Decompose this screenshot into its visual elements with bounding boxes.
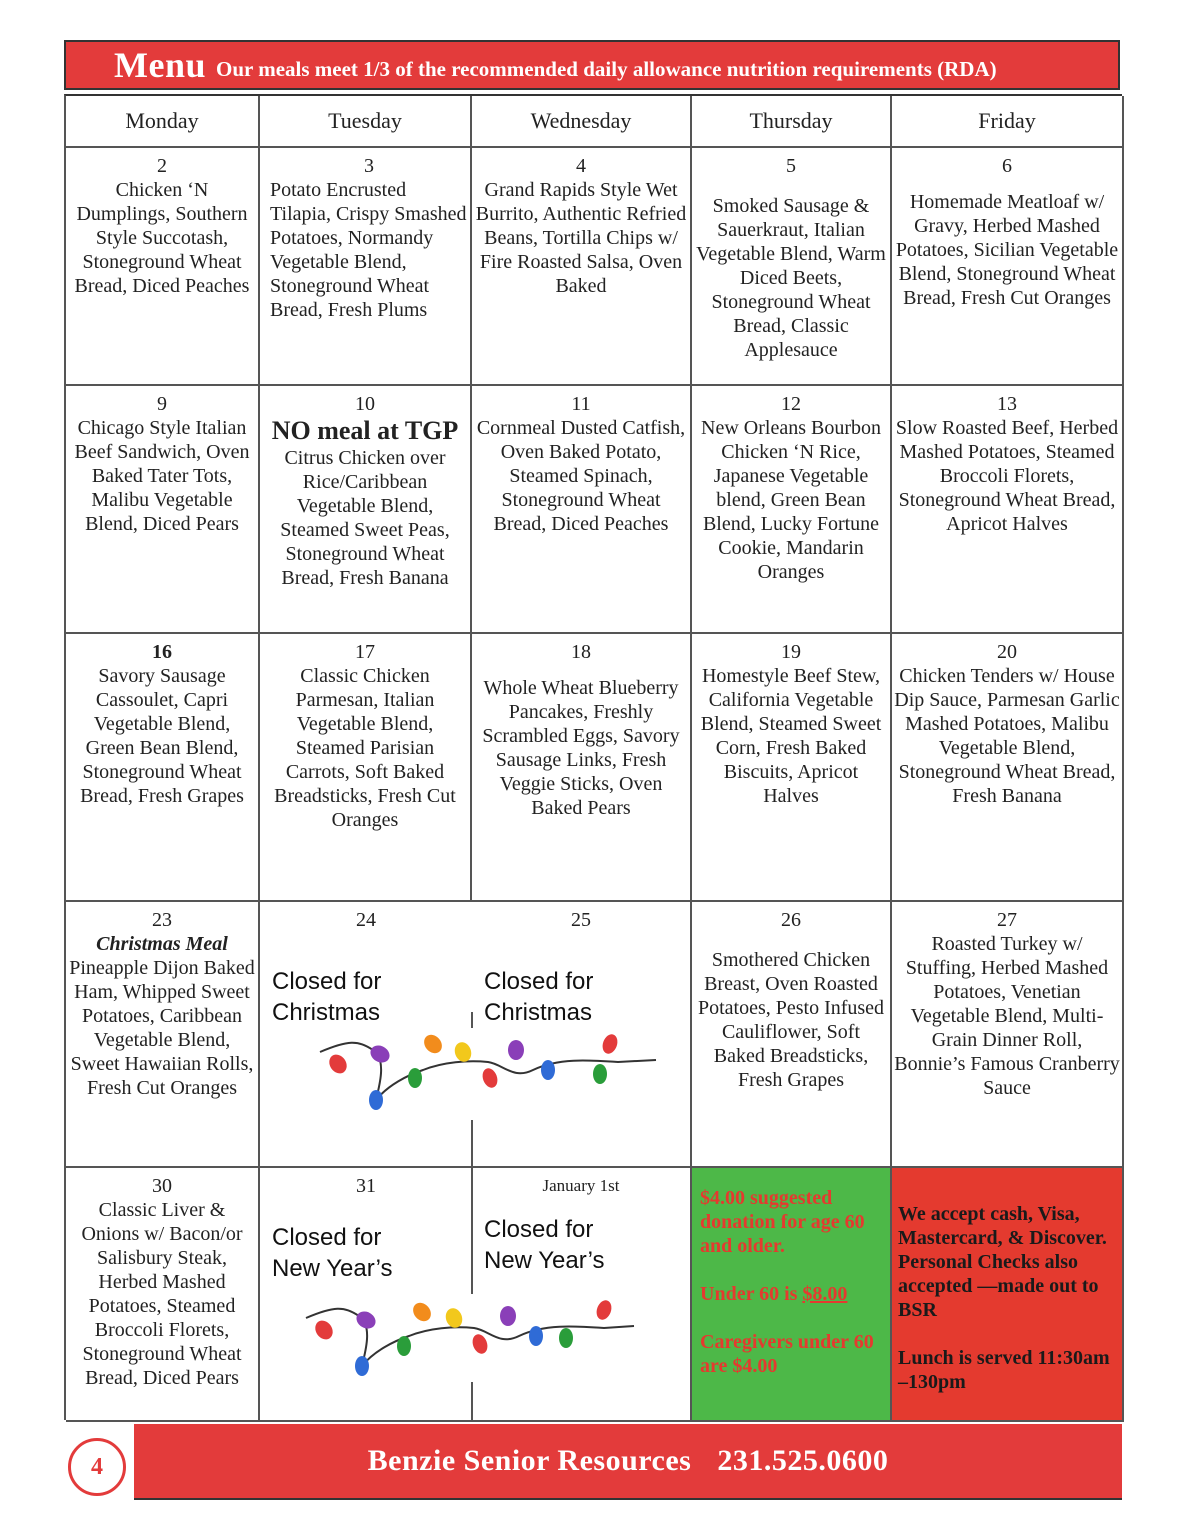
menu-cell-19	[692, 634, 892, 902]
date-number: 5	[786, 155, 796, 177]
menu-items: Grand Rapids Style Wet Burrito, Authentic Refried Beans, Tortilla Chips w/ Fire Roasted Salsa, Oven Baked	[475, 179, 687, 297]
date-number: 27	[997, 909, 1017, 931]
menu-items: Potato Encrusted Tilapia, Crispy Smashed Potatoes, Normandy Vegetable Blend, Stoneground Wheat Bread, Fresh Plums	[270, 179, 467, 321]
closed-notice	[484, 966, 593, 1028]
menu-cell-4	[472, 148, 692, 386]
day-header-wednesday: Wednesday	[472, 96, 692, 148]
closed-notice	[272, 1222, 393, 1284]
footer-banner	[134, 1424, 1122, 1500]
lunch-hours: Lunch is served 11:30am –130pm	[898, 1347, 1110, 1393]
menu-items: Roasted Turkey w/ Stuffing, Herbed Mashed Potatoes, Venetian Vegetable Blend, Multi-Grain Dinner Roll, Bonnie’s Famous Cranberry Sauce	[894, 933, 1120, 1099]
menu-header-banner	[64, 40, 1120, 90]
menu-cell-18	[472, 634, 692, 902]
menu-items: Chicago Style Italian Beef Sandwich, Oven Baked Tater Tots, Malibu Vegetable Blend, Diced Pears	[74, 417, 250, 535]
closed-line: Closed for	[484, 1216, 594, 1243]
menu-cell-5	[692, 148, 892, 386]
donation-line: $4.00 suggested donation for age 60 and older.	[700, 1187, 865, 1257]
menu-cell-10	[260, 386, 472, 634]
date-number: January 1st	[542, 1176, 620, 1195]
menu-items: Savory Sausage Cassoulet, Capri Vegetable Blend, Green Bean Blend, Stoneground Wheat Bread, Fresh Grapes	[80, 665, 244, 807]
divider-line	[471, 1382, 473, 1422]
menu-title: Menu	[114, 45, 206, 85]
closed-notice	[272, 966, 381, 1028]
menu-cell-13	[892, 386, 1124, 634]
menu-cell-23	[66, 902, 260, 1168]
date-number: 2	[157, 155, 167, 177]
under-60-line	[700, 1282, 882, 1306]
day-header-monday: Monday	[66, 96, 260, 148]
date-number: 19	[781, 641, 801, 663]
date-number: 25	[571, 909, 591, 931]
date-number: 11	[571, 393, 591, 415]
menu-calendar-grid	[64, 94, 1122, 1420]
date-number: 31	[356, 1175, 376, 1197]
under-60-amount: $8.00	[802, 1283, 848, 1305]
date-number: 17	[355, 641, 375, 663]
menu-items: New Orleans Bourbon Chicken ‘N Rice, Japanese Vegetable blend, Green Bean Blend, Lucky Fortune Cookie, Mandarin Oranges	[701, 417, 881, 583]
closed-reason: New Year’s	[484, 1247, 605, 1274]
menu-items: Cornmeal Dusted Catfish, Oven Baked Potato, Steamed Spinach, Stoneground Wheat Bread, Diced Peaches	[476, 417, 686, 535]
organization-name: Benzie Senior Resources	[367, 1444, 692, 1477]
closed-reason: New Year’s	[272, 1255, 393, 1282]
menu-cell-20	[892, 634, 1124, 902]
menu-items: Pineapple Dijon Baked Ham, Whipped Sweet Potatoes, Caribbean Vegetable Blend, Sweet Hawaiian Rolls, Fresh Cut Oranges	[69, 957, 255, 1099]
menu-cell-3	[260, 148, 472, 386]
menu-cell-27	[892, 902, 1124, 1168]
date-number: 10	[355, 393, 375, 415]
day-header-thursday: Thursday	[692, 96, 892, 148]
menu-items: Classic Chicken Parmesan, Italian Vegetable Blend, Steamed Parisian Carrots, Soft Baked Breadsticks, Fresh Cut Oranges	[274, 665, 456, 831]
phone-number: 231.525.0600	[717, 1444, 889, 1477]
divider-line	[471, 1120, 473, 1166]
page-number-badge: 4	[68, 1438, 126, 1496]
menu-cell-26	[692, 902, 892, 1168]
menu-items: Homemade Meatloaf w/ Gravy, Herbed Mashed Potatoes, Sicilian Vegetable Blend, Stoneground Wheat Bread, Fresh Cut Oranges	[895, 191, 1119, 309]
menu-cell-17	[260, 634, 472, 902]
date-number: 20	[997, 641, 1017, 663]
menu-tagline: Our meals meet 1/3 of the recommended daily allowance nutrition requirements (RDA)	[216, 56, 997, 81]
day-header-friday: Friday	[892, 96, 1124, 148]
divider-line	[471, 1012, 473, 1028]
date-number: 18	[571, 641, 591, 663]
closed-line: Closed for	[484, 968, 594, 995]
closed-reason: Christmas	[272, 999, 381, 1026]
menu-items: Homestyle Beef Stew, California Vegetable Blend, Steamed Sweet Corn, Fresh Baked Biscuits, Apricot Halves	[700, 665, 882, 807]
menu-cell-11	[472, 386, 692, 634]
date-number: 9	[157, 393, 167, 415]
divider-line	[471, 1166, 473, 1294]
date-number: 4	[576, 155, 586, 177]
date-number: 23	[152, 909, 172, 931]
menu-items: Chicken ‘N Dumplings, Southern Style Succotash, Stoneground Wheat Bread, Diced Peaches	[74, 179, 250, 297]
no-meal-note: NO meal at TGP	[271, 416, 459, 445]
menu-items: Classic Liver & Onions w/ Bacon/or Salisbury Steak, Herbed Mashed Potatoes, Steamed Broccoli Florets, Stoneground Wheat Bread, Diced Pears	[81, 1199, 243, 1389]
date-number: 24	[356, 909, 376, 931]
menu-cell-30	[66, 1168, 260, 1422]
closed-reason: Christmas	[484, 999, 593, 1026]
menu-cell-9	[66, 386, 260, 634]
menu-cell-6	[892, 148, 1124, 386]
menu-items: Slow Roasted Beef, Herbed Mashed Potatoes, Steamed Broccoli Florets, Stoneground Wheat Bread, Apricot Halves	[895, 417, 1119, 535]
date-number: 3	[364, 155, 374, 177]
under-60-label: Under 60 is	[700, 1283, 803, 1305]
christmas-lights-icon	[318, 1030, 658, 1120]
payment-methods: We accept cash, Visa, Mastercard, & Discover. Personal Checks also accepted —made out to BSR	[898, 1203, 1107, 1321]
menu-items: Citrus Chicken over Rice/Caribbean Vegetable Blend, Steamed Sweet Peas, Stoneground Wheat Bread, Fresh Banana	[280, 447, 450, 589]
christmas-meal-note: Christmas Meal	[96, 933, 228, 955]
menu-items: Chicken Tenders w/ House Dip Sauce, Parmesan Garlic Mashed Potatoes, Malibu Vegetable Blend, Stoneground Wheat Bread, Fresh Banana	[894, 665, 1120, 807]
closed-line: Closed for	[272, 968, 382, 995]
menu-cell-16	[66, 634, 260, 902]
donation-info-box	[692, 1168, 892, 1422]
menu-cell-12	[692, 386, 892, 634]
date-number: 12	[781, 393, 801, 415]
christmas-lights-icon	[304, 1296, 644, 1386]
caregiver-line: Caregivers under 60 are $4.00	[700, 1331, 874, 1377]
menu-items: Smothered Chicken Breast, Oven Roasted Potatoes, Pesto Infused Cauliflower, Soft Baked Breadsticks, Fresh Grapes	[697, 949, 885, 1091]
menu-items: Whole Wheat Blueberry Pancakes, Freshly Scrambled Eggs, Savory Sausage Links, Fresh Veggie Sticks, Oven Baked Pears	[482, 677, 680, 819]
payment-info-box	[892, 1168, 1124, 1422]
date-number: 13	[997, 393, 1017, 415]
date-number: 6	[1002, 155, 1012, 177]
menu-cell-2	[66, 148, 260, 386]
date-number: 26	[781, 909, 801, 931]
date-number: 16	[152, 641, 172, 663]
closed-line: Closed for	[272, 1224, 382, 1251]
closed-notice	[484, 1214, 605, 1276]
date-number: 30	[152, 1175, 172, 1197]
day-header-tuesday: Tuesday	[260, 96, 472, 148]
menu-items: Smoked Sausage & Sauerkraut, Italian Vegetable Blend, Warm Diced Beets, Stoneground Wheat Bread, Classic Applesauce	[696, 195, 886, 361]
